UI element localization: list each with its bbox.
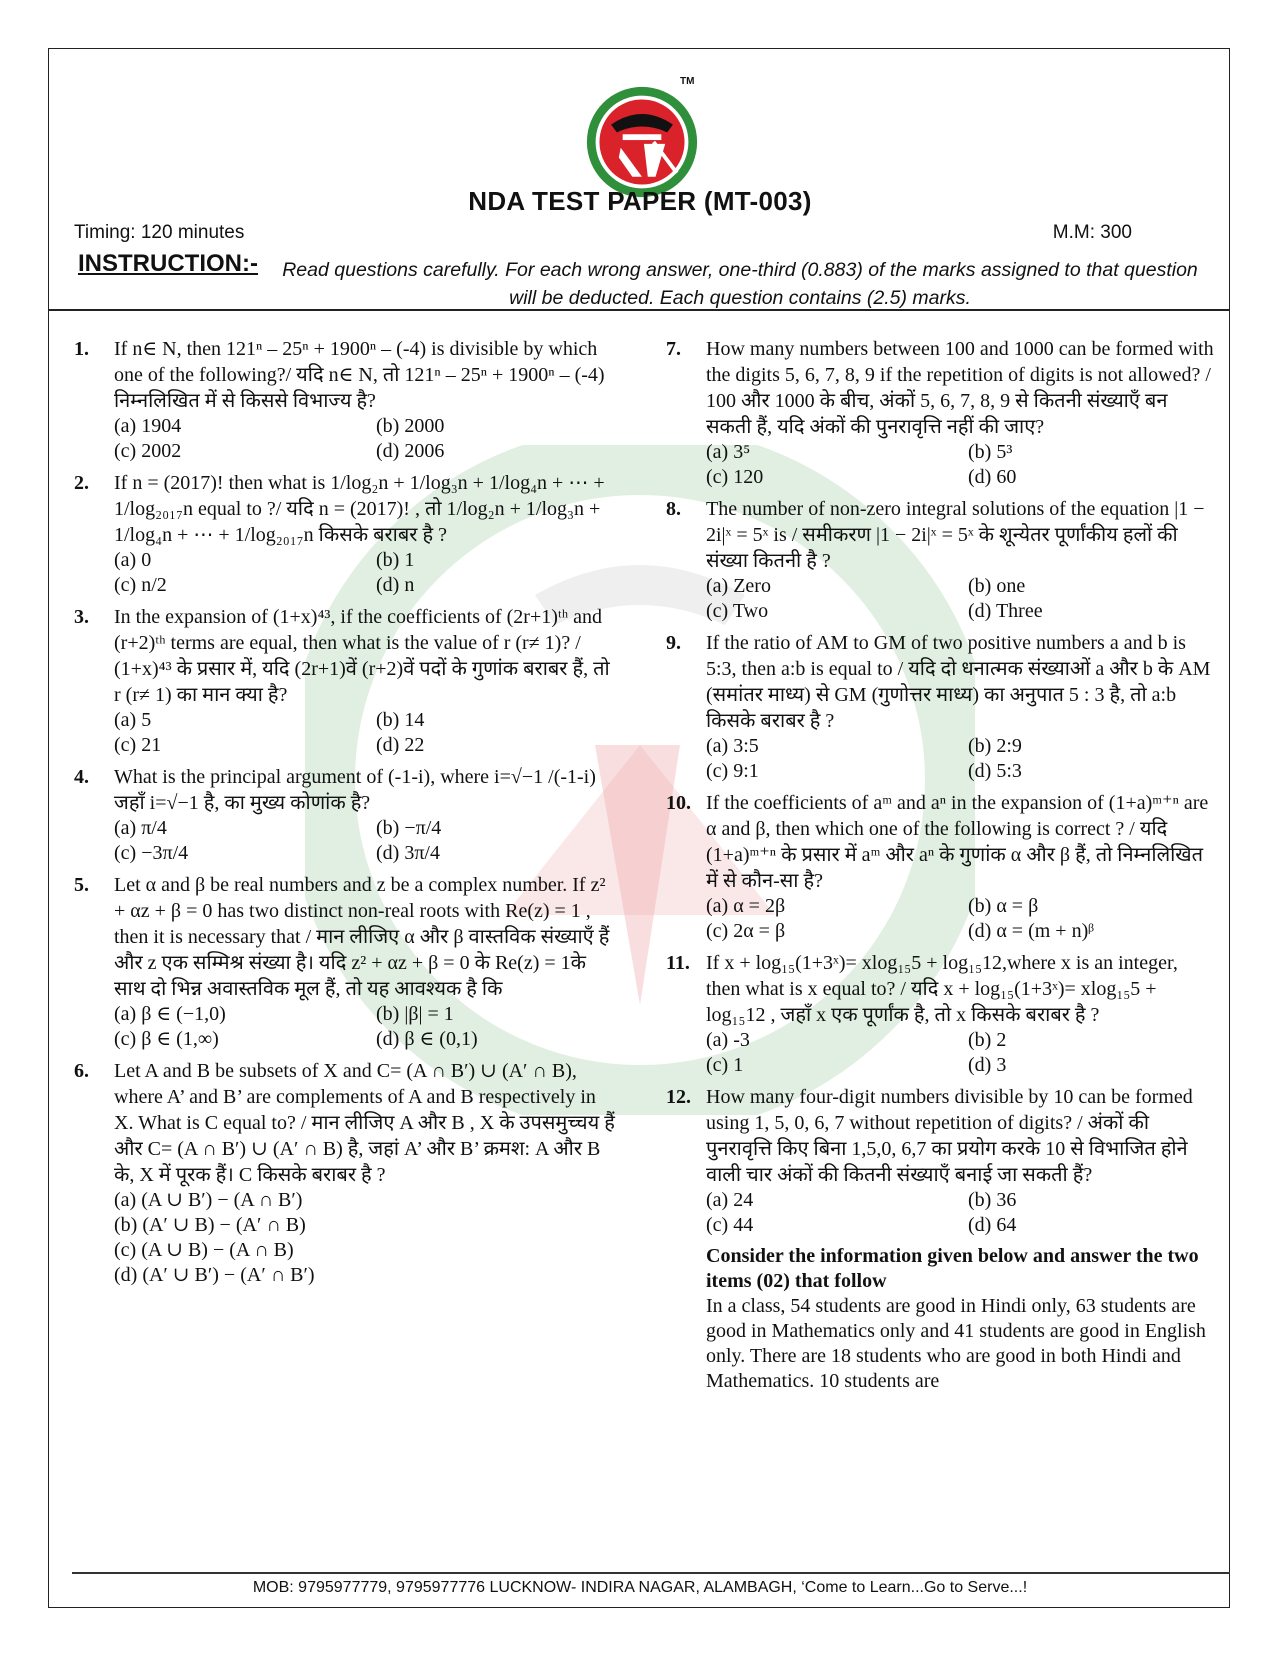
option-a: (a) 1904 xyxy=(114,415,182,437)
option-b: (b) one xyxy=(968,575,1026,597)
question-text: If n∈ N, then 121ⁿ – 25ⁿ + 1900ⁿ – (-4) is divisible by which one of the following?/ यदि n∈ N, तो 121ⁿ – 25ⁿ + 1900ⁿ – (-4) निम्नलिखित में से किससे विभाज्य है? xyxy=(114,338,605,412)
passage xyxy=(666,1244,1214,1394)
option-b: (b) 1 xyxy=(376,549,415,571)
option-d: (d) 2006 xyxy=(376,440,445,462)
option-d: (d) α = (m + n)ᵝ xyxy=(968,920,1094,942)
option-b: (b) 5³ xyxy=(968,441,1013,463)
option-d: (d) 5:3 xyxy=(968,760,1022,782)
trademark-mark: TM xyxy=(680,76,695,87)
question-text: Let α and β be real numbers and z be a complex number. If z² + αz + β = 0 has two distinct non-real roots with Re(z) = 1 , then it is necessary that / मान लीजिए α और β वास्तविक संख्याएँ हैं और z एक सम्मिश्र संख्या है। यदि z² + αz + β = 0 के Re(z) = 1के साथ दो भिन्न अवास्तविक मूल हैं, तो यह आवश्यक है कि xyxy=(114,874,610,1000)
option-d: (d) β ∈ (0,1) xyxy=(376,1028,478,1050)
option-a: (a) 5 xyxy=(114,709,152,731)
option-b: (b) 14 xyxy=(376,709,425,731)
instruction-text: Read questions carefully. For each wrong answer, one-third (0.883) of the marks assigned to that question will be deducted. Each question contains (2.5) marks. xyxy=(282,259,1198,309)
option-b: (b) (A′ ∪ B) − (A′ ∩ B) xyxy=(114,1214,306,1236)
option-c: (c) n/2 xyxy=(114,574,167,596)
question-8 xyxy=(666,496,1214,624)
option-b: (b) |β| = 1 xyxy=(376,1003,454,1025)
left-column xyxy=(74,336,619,1294)
question-number: 12. xyxy=(666,1086,691,1108)
question-text: If x + log₁₅(1+3ˣ)= xlog₁₅5 + log₁₅12,where x is an integer, then what is x equal to? / यदि x + log₁₅(1+3ˣ)= xlog₁₅5 + log₁₅12 , जहाँ x एक पूर्णांक है, तो x किसके बराबर है ? xyxy=(706,952,1178,1026)
option-b: (b) 2000 xyxy=(376,415,445,437)
option-a: (a) π/4 xyxy=(114,817,167,839)
question-text: In the expansion of (1+x)⁴³, if the coefficients of (2r+1)ᵗʰ and (r+2)ᵗʰ terms are equal, then what is the value of r (r≠ 1)? / (1+x)⁴³ के प्रसार में, यदि (2r+1)वें (r+2)वें पदों के गुणांक बराबर हैं, तो r (r≠ 1) का मान क्या है? xyxy=(114,606,610,706)
question-3 xyxy=(74,604,619,758)
question-9 xyxy=(666,630,1214,784)
footer-contact: MOB: 9795977779, 9795977776 LUCKNOW- INDIRA NAGAR, ALAMBAGH, ‘Come to Learn...Go to Serve...! xyxy=(252,1579,1028,1596)
options xyxy=(706,1188,1214,1238)
option-c: (c) 1 xyxy=(706,1054,744,1076)
option-c: (c) 2α = β xyxy=(706,920,786,942)
option-d: (d) n xyxy=(376,574,415,596)
option-d: (d) Three xyxy=(968,600,1043,622)
option-a: (a) 3:5 xyxy=(706,735,759,757)
options xyxy=(706,1028,1214,1078)
options xyxy=(706,440,1214,490)
options xyxy=(114,708,619,758)
question-text: The number of non-zero integral solutions of the equation |1 − 2i|ˣ = 5ˣ is / समीकरण |1 − 2i|ˣ = 5ˣ के शून्येतर पूर्णांकीय हलों की संख्या कितनी है ? xyxy=(706,498,1205,572)
option-c: (c) 21 xyxy=(114,734,162,756)
option-a: (a) (A ∪ B′) − (A ∩ B′) xyxy=(114,1189,303,1211)
question-2 xyxy=(74,470,619,598)
option-a: (a) 0 xyxy=(114,549,152,571)
options xyxy=(114,414,619,464)
options xyxy=(114,1002,619,1052)
question-11 xyxy=(666,950,1214,1078)
question-4 xyxy=(74,764,619,866)
option-d: (d) 60 xyxy=(968,466,1017,488)
option-a: (a) -3 xyxy=(706,1029,750,1051)
timing: Timing: 120 minutes xyxy=(74,222,245,243)
option-d: (d) 22 xyxy=(376,734,425,756)
question-text: How many four-digit numbers divisible by 10 can be formed using 1, 5, 0, 6, 7 without repetition of digits? / अंकों की पुनरावृत्ति किए बिना 1,5,0, 6,7 का प्रयोग करके 10 से विभाजित होने वाली चार अंकों की कितनी संख्याएँ बनाई जा सकती हैं? xyxy=(706,1086,1193,1186)
question-number: 1. xyxy=(74,338,89,360)
option-b: (b) −π/4 xyxy=(376,817,442,839)
question-number: 2. xyxy=(74,472,89,494)
option-c: (c) 44 xyxy=(706,1214,754,1236)
option-b: (b) 36 xyxy=(968,1189,1017,1211)
options xyxy=(706,574,1214,624)
question-number: 3. xyxy=(74,606,89,628)
question-number: 8. xyxy=(666,498,681,520)
options xyxy=(706,894,1214,944)
options xyxy=(114,816,619,866)
option-d: (d) 64 xyxy=(968,1214,1017,1236)
option-c: (c) Two xyxy=(706,600,769,622)
option-d: (d) 3π/4 xyxy=(376,842,440,864)
option-b: (b) 2:9 xyxy=(968,735,1022,757)
option-a: (a) Zero xyxy=(706,575,771,597)
option-d: (d) (A′ ∪ B′) − (A′ ∩ B′) xyxy=(114,1264,315,1286)
option-a: (a) α = 2β xyxy=(706,895,786,917)
passage-heading: Consider the information given below and answer the two items (02) that follow xyxy=(706,1245,1199,1292)
question-5 xyxy=(74,872,619,1052)
option-a: (a) β ∈ (−1,0) xyxy=(114,1003,226,1025)
question-text: If the coefficients of aᵐ and aⁿ in the expansion of (1+a)ᵐ⁺ⁿ are α and β, then which one of the following is correct ? / यदि (1+a)ᵐ⁺ⁿ के प्रसार में aᵐ और aⁿ के गुणांक α और β हैं, तो निम्नलिखित में से कौन-सा है? xyxy=(706,792,1209,892)
question-10 xyxy=(666,790,1214,944)
right-column xyxy=(666,336,1214,1394)
question-number: 6. xyxy=(74,1060,89,1082)
question-number: 10. xyxy=(666,792,691,814)
footer-divider xyxy=(72,1572,1230,1574)
option-d: (d) 3 xyxy=(968,1054,1007,1076)
option-a: (a) 3⁵ xyxy=(706,441,751,463)
option-b: (b) α = β xyxy=(968,895,1039,917)
options xyxy=(114,548,619,598)
question-number: 4. xyxy=(74,766,89,788)
option-c: (c) 2002 xyxy=(114,440,182,462)
question-text: How many numbers between 100 and 1000 can be formed with the digits 5, 6, 7, 8, 9 if the repetition of digits is not allowed? / 100 और 1000 के बीच, अंकों 5, 6, 7, 8, 9 से कितनी संख्याएँ बन सकती हैं, यदि अंकों की पुनरावृत्ति नहीं की जाए? xyxy=(706,338,1214,438)
max-marks: M.M: 300 xyxy=(1052,222,1132,243)
instruction-label: INSTRUCTION:- xyxy=(78,250,258,277)
option-c: (c) −3π/4 xyxy=(114,842,189,864)
option-c: (c) 9:1 xyxy=(706,760,759,782)
header-divider xyxy=(48,309,1230,311)
question-number: 9. xyxy=(666,632,681,654)
question-text: If n = (2017)! then what is 1/log₂n + 1/log₃n + 1/log₄n + ⋯ + 1/log₂₀₁₇n equal to ?/ यदि n = (2017)! , तो 1/log₂n + 1/log₃n + 1/log₄n + ⋯ + 1/log₂₀₁₇n किसके बराबर है ? xyxy=(114,472,605,546)
passage-text: In a class, 54 students are good in Hindi only, 63 students are good in Mathematics only and 41 students are good in English only. There are 18 students who are good in both Hindi and Mathematics. 10 students are xyxy=(706,1295,1206,1392)
question-text: If the ratio of AM to GM of two positive numbers a and b is 5:3, then a:b is equal to / यदि दो धनात्मक संख्याओं a और b के AM (समांतर माध्य) से GM (गुणोत्तर माध्य) का अनुपात 5 : 3 है, तो a:b किसके बराबर है ? xyxy=(706,632,1211,732)
option-b: (b) 2 xyxy=(968,1029,1007,1051)
option-c: (c) β ∈ (1,∞) xyxy=(114,1028,219,1050)
question-7 xyxy=(666,336,1214,490)
options xyxy=(706,734,1214,784)
question-1 xyxy=(74,336,619,464)
question-text: Let A and B be subsets of X and C= (A ∩ B′) ∪ (A′ ∩ B), where A’ and B’ are complements of A and B respectively in X. What is C equal to? / मान लीजिए A और B , X के उपसमुच्चय हैं और C= (A ∩ B′) ∪ (A′ ∩ B) है, जहां A’ और B’ क्रमश: A और B के, X में पूरक हैं। C किसके बराबर है ? xyxy=(114,1060,615,1186)
option-c: (c) 120 xyxy=(706,466,764,488)
option-c: (c) (A ∪ B) − (A ∩ B) xyxy=(114,1239,294,1261)
paper-title: NDA TEST PAPER (MT-003) xyxy=(468,186,812,216)
question-12 xyxy=(666,1084,1214,1238)
question-number: 5. xyxy=(74,874,89,896)
question-text: What is the principal argument of (-1-i), where i=√−1 /(-1-i) जहाँ i=√−1 है, का मुख्य कोणांक है? xyxy=(114,766,596,814)
question-number: 11. xyxy=(666,952,690,974)
academy-logo-icon xyxy=(584,84,700,200)
question-6 xyxy=(74,1058,619,1288)
option-a: (a) 24 xyxy=(706,1189,754,1211)
options xyxy=(114,1188,619,1288)
question-number: 7. xyxy=(666,338,681,360)
